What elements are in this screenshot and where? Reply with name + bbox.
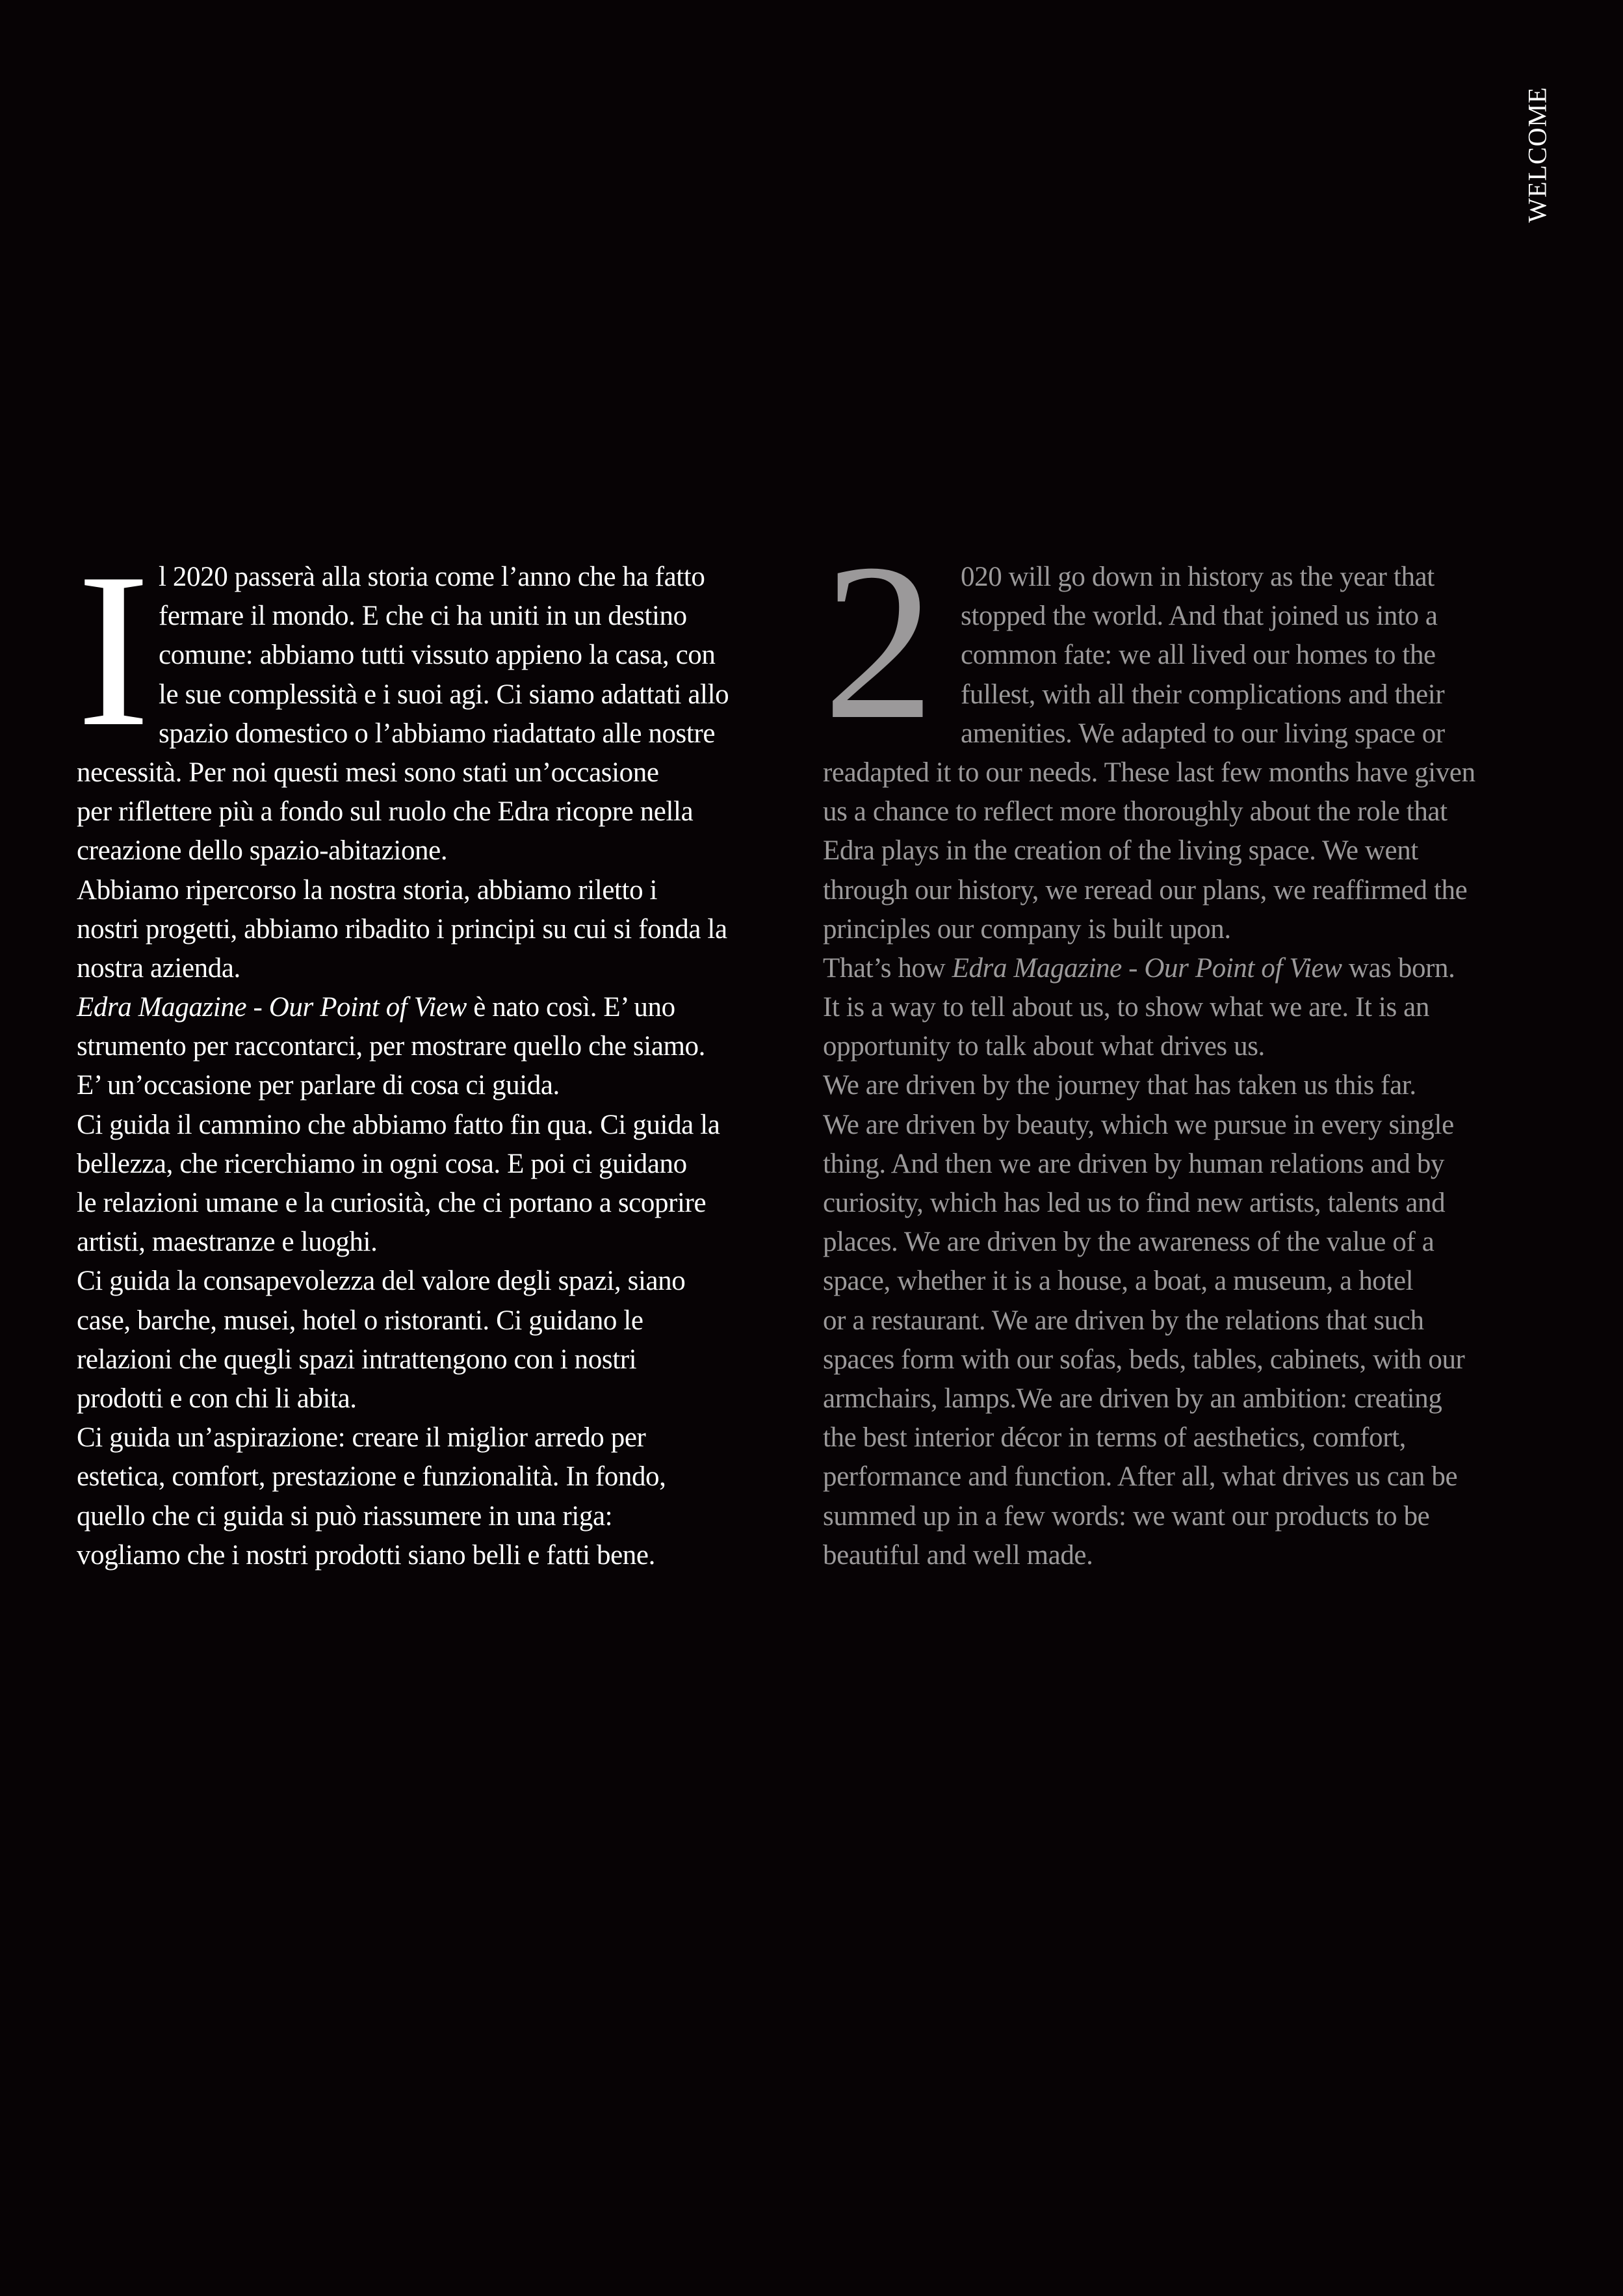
english-line: common fate: we all lived our homes to the (961, 640, 1436, 671)
italian-line: le relazioni umane e la curiosità, che ci portano a scoprire (77, 1188, 707, 1218)
italian-line: per riflettere più a fondo sul ruolo che Edra ricopre nella (77, 796, 694, 828)
section-label-text: WELCOME (1522, 86, 1552, 223)
english-drop-cap: 2 (823, 517, 935, 766)
italian-line: creazione dello spazio-abitazione. (77, 835, 448, 867)
english-line: opportunity to talk about what drives us. (823, 1031, 1265, 1062)
italian-line: vogliamo che i nostri prodotti siano belli e fatti bene. (77, 1539, 655, 1571)
italian-line: case, barche, musei, hotel o ristoranti. Ci guidano le (77, 1305, 643, 1336)
italian-text-column (77, 558, 805, 1575)
italian-line: artisti, maestranze e luoghi. (77, 1227, 378, 1258)
english-line: places. We are driven by the awareness of the value of a (823, 1227, 1435, 1258)
english-line: space, whether it is a house, a boat, a museum, a hotel (823, 1266, 1414, 1297)
english-line: fullest, with all their complications and their (961, 679, 1445, 710)
english-line: We are driven by the journey that has taken us this far. (823, 1070, 1416, 1101)
italian-line: E’ un’occasione per parlare di cosa ci guida. (77, 1070, 560, 1101)
italian-line: nostra azienda. (77, 952, 240, 984)
italian-line: Ci guida la consapevolezza del valore degli spazi, siano (77, 1266, 686, 1297)
english-line: Edra plays in the creation of the living space. We went (823, 835, 1418, 867)
magazine-title-italic: Edra Magazine - Our Point of View (952, 952, 1342, 984)
italian-line: fermare il mondo. E che ci ha uniti in un destino (159, 601, 687, 632)
english-line: summed up in a few words: we want our products to be (823, 1500, 1430, 1532)
section-label (1495, 77, 1579, 233)
italian-drop-cap: I (77, 527, 151, 772)
english-line: the best interior décor in terms of aesthetics, comfort, (823, 1422, 1407, 1454)
italian-line: spazio domestico o l’abbiamo riadattato alle nostre (159, 718, 716, 749)
italian-line: relazioni che quegli spazi intrattengono con i nostri (77, 1344, 637, 1375)
italian-line: Abbiamo ripercorso la nostra storia, abbiamo riletto i (77, 874, 658, 906)
italian-line-rest: è nato così. E’ uno (466, 992, 675, 1023)
italian-line: strumento per raccontarci, per mostrare quello che siamo. (77, 1031, 705, 1062)
italian-line: nostri progetti, abbiamo ribadito i principi su cui si fonda la (77, 913, 727, 945)
italian-line: necessità. Per noi questi mesi sono stati un’occasione (77, 757, 659, 788)
english-line: beautiful and well made. (823, 1539, 1093, 1571)
english-line: armchairs, lamps.We are driven by an ambition: creating (823, 1383, 1442, 1414)
italian-line: l 2020 passerà alla storia come l’anno che ha fatto (159, 562, 705, 592)
english-line: amenities. We adapted to our living space or (961, 718, 1445, 749)
italian-line: Ci guida il cammino che abbiamo fatto fin qua. Ci guida la (77, 1109, 720, 1140)
english-line: or a restaurant. We are driven by the relations that such (823, 1305, 1424, 1336)
english-line: readapted it to our needs. These last few months have given (823, 757, 1475, 788)
english-line: spaces form with our sofas, beds, tables, cabinets, with our (823, 1344, 1465, 1375)
english-line: 020 will go down in history as the year that (961, 562, 1435, 592)
english-line: us a chance to reflect more thoroughly about the role that (823, 796, 1448, 828)
english-line: stopped the world. And that joined us into a (961, 601, 1438, 632)
english-line-rest: was born. (1342, 952, 1455, 984)
english-line-magazine-title (823, 949, 1551, 988)
italian-line: le sue complessità e i suoi agi. Ci siamo adattati allo (159, 679, 729, 710)
english-text-column (823, 558, 1551, 1575)
italian-line: estetica, comfort, prestazione e funzionalità. In fondo, (77, 1461, 666, 1493)
italian-line: quello che ci guida si può riassumere in una riga: (77, 1500, 613, 1532)
italian-line: Ci guida un’aspirazione: creare il miglior arredo per (77, 1422, 646, 1454)
magazine-title-italic: Edra Magazine - Our Point of View (77, 992, 467, 1023)
english-line: through our history, we reread our plans, we reaffirmed the (823, 874, 1468, 906)
italian-line: prodotti e con chi li abita. (77, 1383, 357, 1414)
english-line: thing. And then we are driven by human relations and by (823, 1148, 1445, 1179)
italian-line-magazine-title (77, 988, 805, 1027)
italian-line: comune: abbiamo tutti vissuto appieno la casa, con (159, 640, 716, 671)
english-line: It is a way to tell about us, to show what we are. It is an (823, 992, 1429, 1023)
english-line: principles our company is built upon. (823, 913, 1231, 945)
italian-line: bellezza, che ricerchiamo in ogni cosa. E poi ci guidano (77, 1148, 687, 1179)
english-line: performance and function. After all, what drives us can be (823, 1461, 1458, 1493)
english-line-pre: That’s how (823, 952, 952, 984)
english-line: We are driven by beauty, which we pursue in every single (823, 1109, 1454, 1140)
english-line: curiosity, which has led us to find new artists, talents and (823, 1188, 1446, 1218)
